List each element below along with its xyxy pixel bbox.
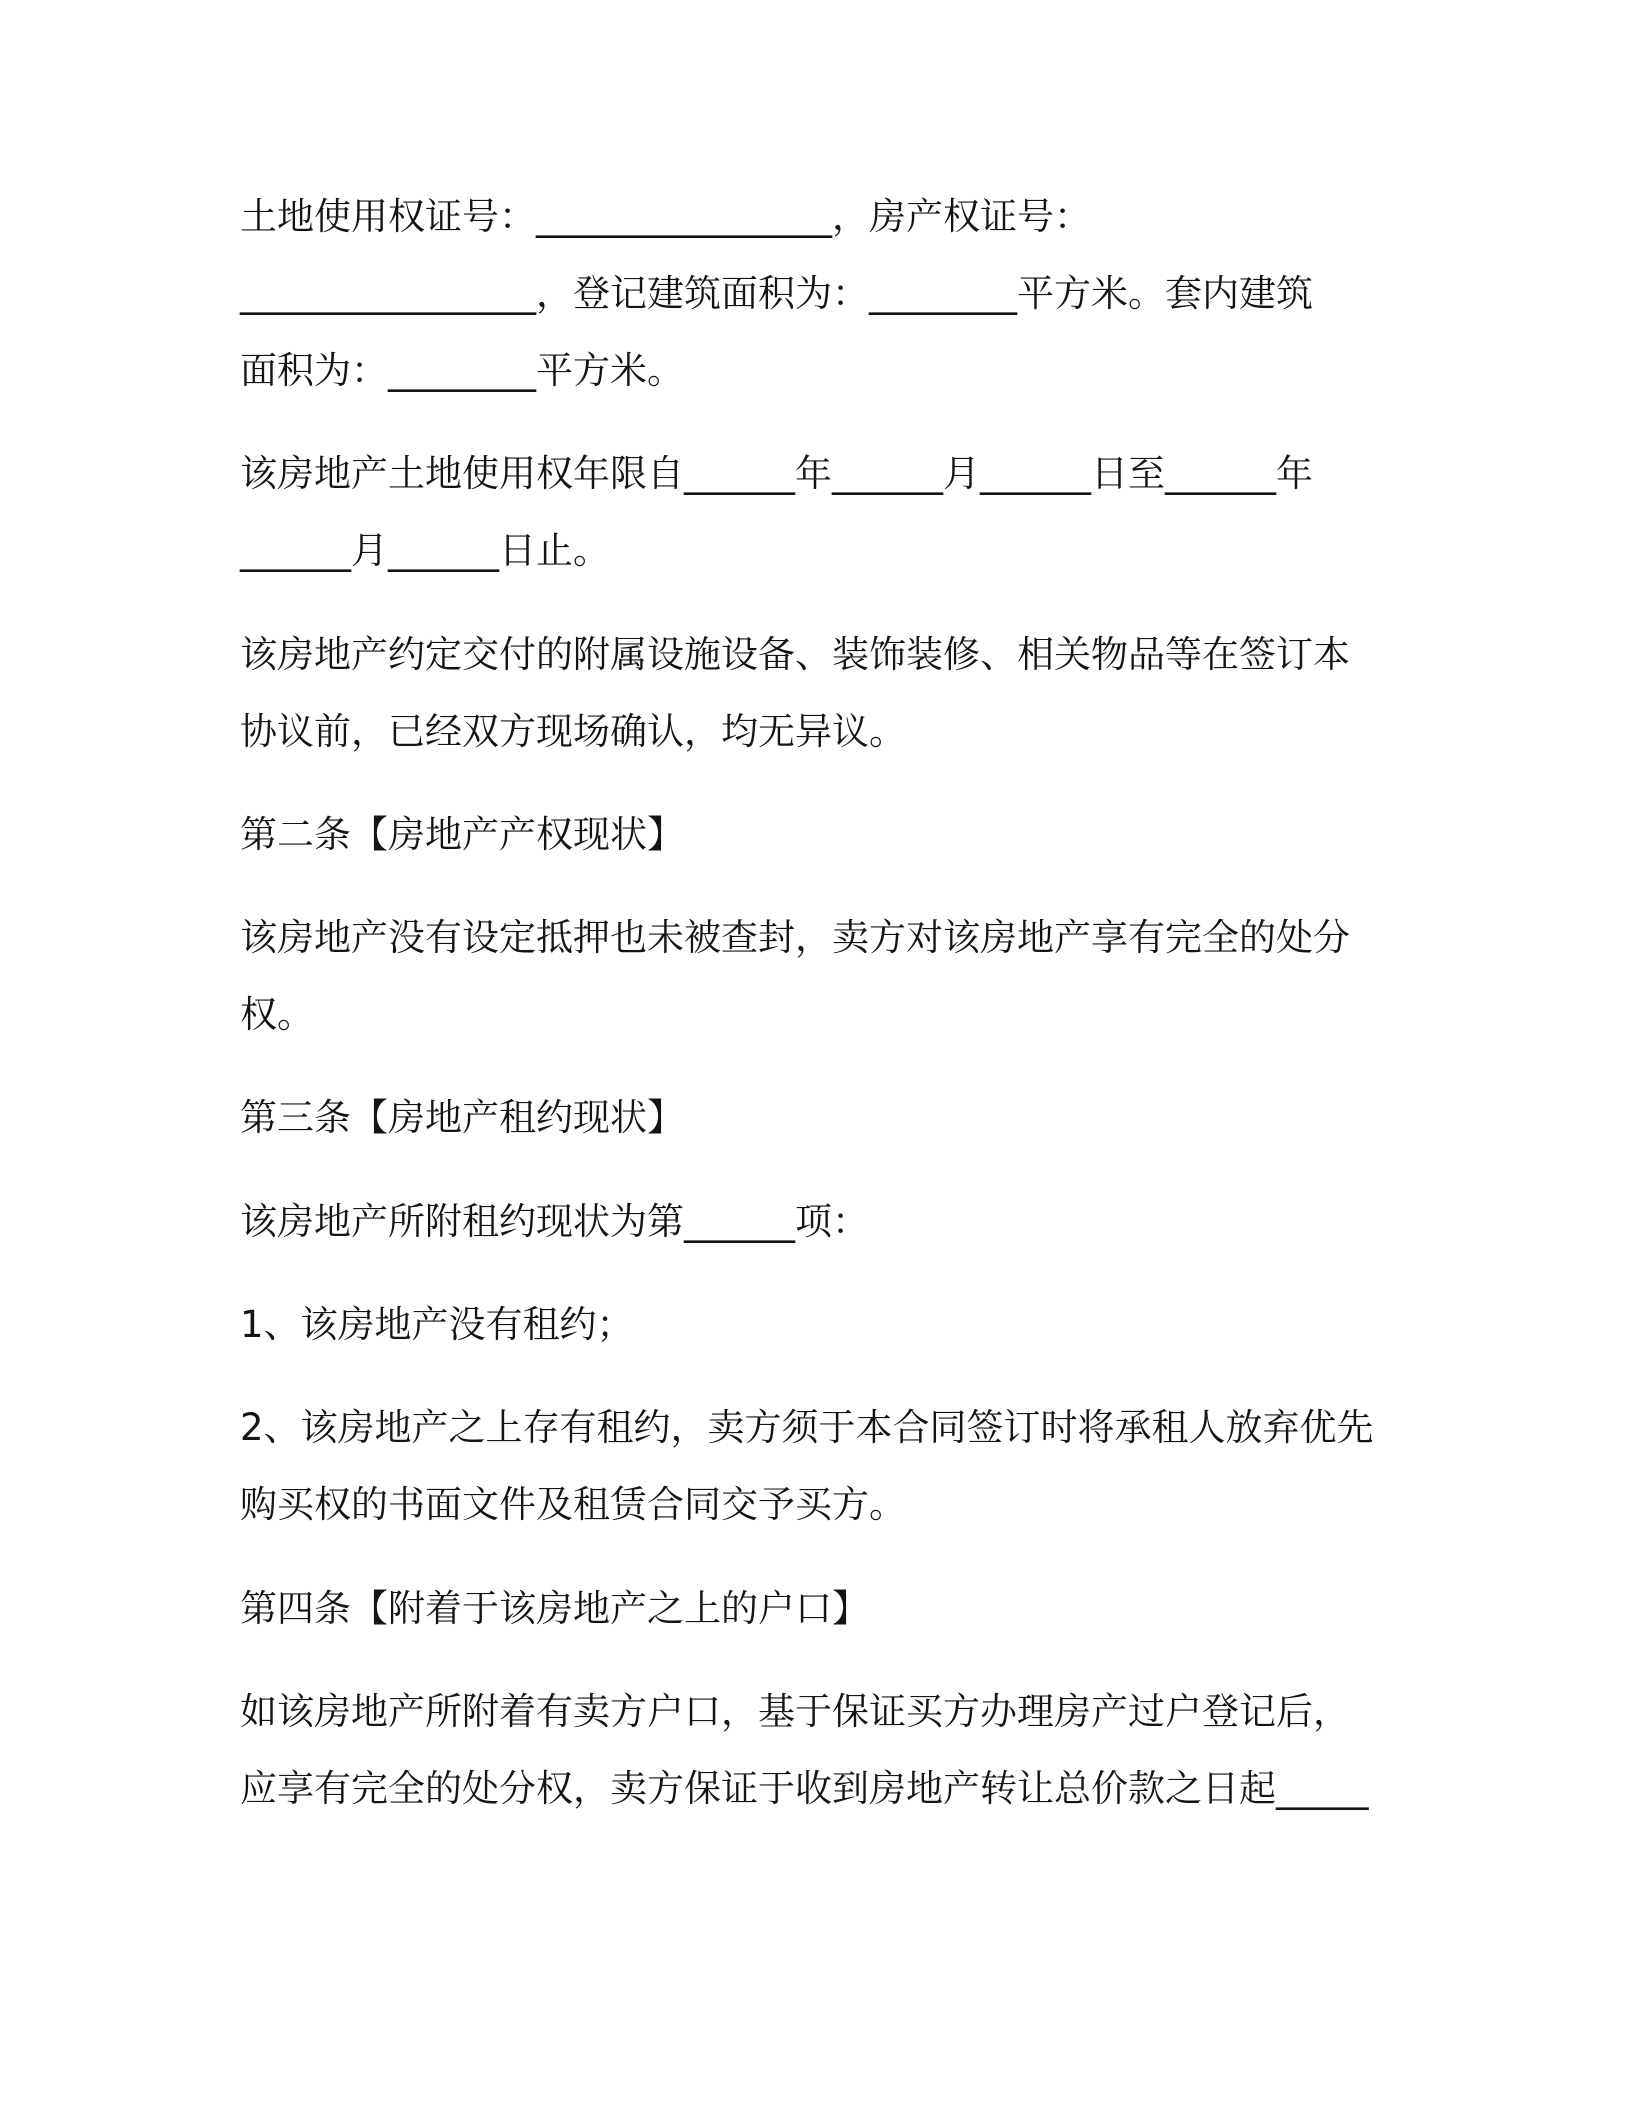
text-line: 该房地产所附租约现状为第______项： xyxy=(240,1199,869,1243)
text-line: 购买权的书面文件及租赁合同交予买方。 xyxy=(240,1483,906,1527)
heading-text: 第二条【房地产产权现状】 xyxy=(240,812,684,856)
text-line: 该房地产没有设定抵押也未被查封，卖方对该房地产享有完全的处分 xyxy=(240,916,1350,960)
text-line: 该房地产土地使用权年限自______年______月______日至______年 xyxy=(240,452,1313,496)
heading-text: 第四条【附着于该房地产之上的户口】 xyxy=(240,1586,869,1630)
heading-text: 第三条【房地产租约现状】 xyxy=(240,1096,684,1140)
household-registration-paragraph xyxy=(240,1673,1432,1827)
text-line: 如该房地产所附着有卖方户口，基于保证买方办理房产过户登记后， xyxy=(240,1689,1350,1733)
text-line: 土地使用权证号：________________，房产权证号： xyxy=(240,195,1091,238)
text-line: 2、该房地产之上存有租约，卖方须于本合同签订时将承租人放弃优先 xyxy=(240,1406,1374,1450)
article-3-heading xyxy=(240,1079,1432,1156)
text-line: 协议前，已经双方现场确认，均无异议。 xyxy=(240,709,906,753)
text-line: 应享有完全的处分权，卖方保证于收到房地产转让总价款之日起_____ xyxy=(240,1766,1369,1810)
lease-option-2 xyxy=(240,1389,1432,1543)
text-line: ________________，登记建筑面积为：________平方米。套内建筑 xyxy=(240,272,1313,315)
land-use-term-paragraph xyxy=(240,435,1432,589)
attached-facilities-paragraph xyxy=(240,616,1432,770)
article-2-heading xyxy=(240,796,1432,873)
lease-status-intro xyxy=(240,1183,1432,1260)
text-line: 权。 xyxy=(240,993,314,1037)
lease-option-1 xyxy=(240,1286,1432,1363)
text-line: ______月______日止。 xyxy=(240,529,610,573)
article-4-heading xyxy=(240,1570,1432,1647)
title-status-paragraph xyxy=(240,899,1432,1053)
text-line: 该房地产约定交付的附属设施设备、装饰装修、相关物品等在签订本 xyxy=(240,632,1350,676)
text-line: 面积为：________平方米。 xyxy=(240,349,684,392)
property-certificate-paragraph xyxy=(240,178,1432,409)
text-line: 1、该房地产没有租约； xyxy=(240,1303,634,1347)
